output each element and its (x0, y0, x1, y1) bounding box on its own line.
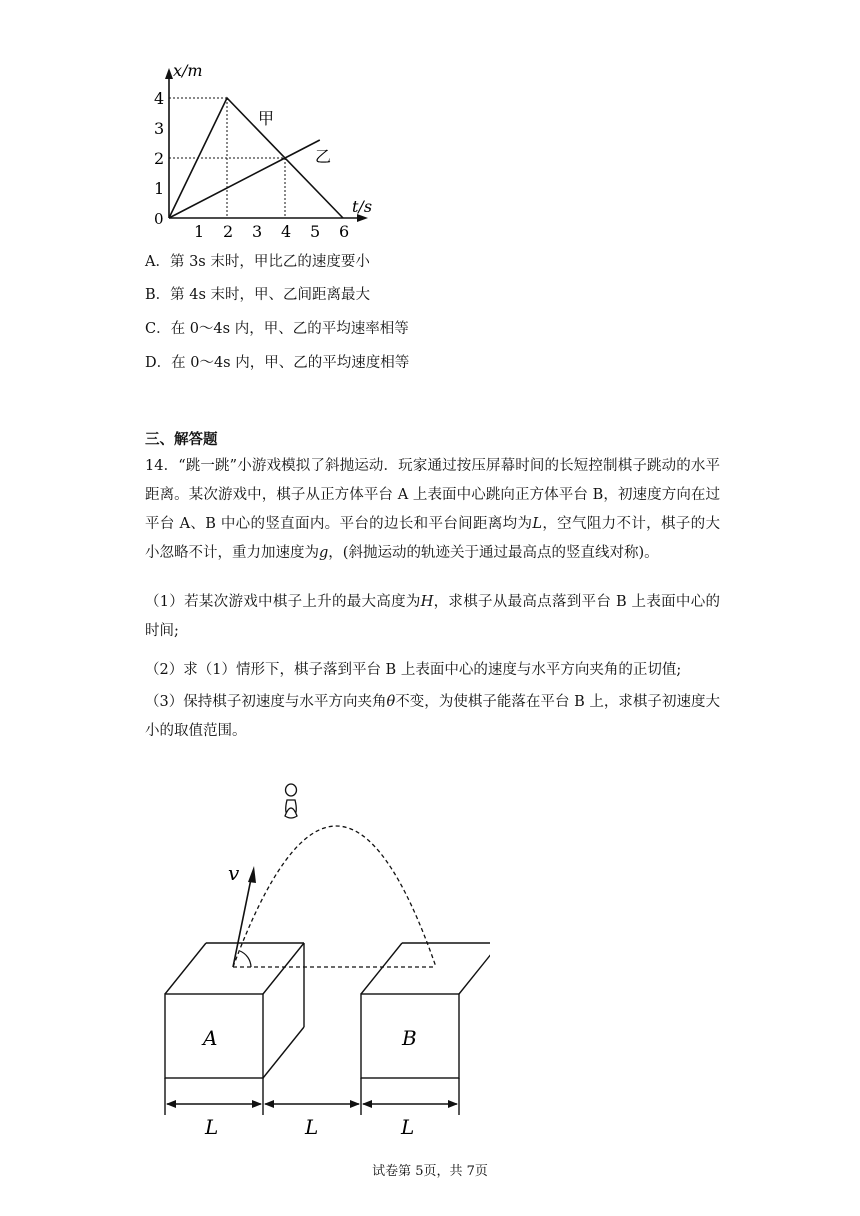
jump-figure (150, 770, 490, 1145)
question-part-3 (145, 688, 720, 746)
page-footer: 试卷第 5页，共 7页 (372, 1164, 488, 1179)
symbol-L: L (532, 516, 542, 532)
question-intro-part-1: 14．“跳一跳”小游戏模拟了斜抛运动．玩家通过按压屏幕时间的长短控制棋子跳动的水平距离。某次游戏中，棋子从正方体平台 A 上表面中心跳向正方体平台 B，初速度方向在过平台 A、B 中心的竖直面内。平台的边长和平台间距离均为 (145, 458, 720, 532)
x-tick-label: 5 (310, 222, 321, 241)
trajectory-path (233, 826, 436, 967)
x-axis-label: t/s (352, 197, 373, 216)
xt-graph (140, 62, 380, 247)
question-part-2: （2）求（1）情形下，棋子落到平台 B 上表面中心的速度与水平方向夹角的正切值; (145, 662, 682, 678)
symbol-g: g (319, 545, 329, 561)
x-tick-label: 2 (223, 222, 234, 241)
part-1-text-a: （1）若某次游戏中棋子上升的最大高度为 (145, 594, 421, 610)
series-yi-label: 乙 (315, 147, 332, 166)
symbol-H: H (420, 594, 434, 610)
platform-b-label: B (402, 1026, 417, 1050)
part-3-text-a: （3）保持棋子初速度与水平方向夹角 (145, 694, 387, 710)
question-part-1 (145, 588, 720, 646)
velocity-arrowhead (248, 866, 256, 883)
question-intro-part-3: ，(斜抛运动的轨迹关于通过最高点的竖直线对称)。 (328, 545, 659, 561)
part-1-text-b: ，求棋子从最高点落到平台 B 上表面中心的时间; (145, 594, 720, 639)
y-tick-label: 2 (154, 149, 165, 168)
symbol-theta: θ (386, 694, 396, 710)
option-a: A．第 3s 末时，甲比乙的速度要小 (145, 254, 370, 270)
y-tick-label: 3 (154, 119, 165, 138)
dimension-label-3: L (401, 1115, 415, 1139)
angle-arc (240, 951, 251, 967)
x-tick-label: 4 (281, 222, 292, 241)
y-axis-label: x/m (173, 62, 203, 80)
platform-a-label: A (203, 1026, 218, 1050)
series-jia-label: 甲 (258, 109, 275, 128)
option-b: B．第 4s 末时，甲、乙间距离最大 (145, 287, 371, 303)
option-c: C．在 0～4s 内，甲、乙的平均速率相等 (145, 321, 409, 337)
dimension-label-1: L (205, 1115, 219, 1139)
question-intro (145, 452, 720, 568)
option-d: D．在 0～4s 内，甲、乙的平均速度相等 (145, 355, 410, 371)
chess-piece-icon (285, 784, 297, 818)
velocity-label: v (228, 861, 240, 885)
series-yi-line (169, 140, 320, 218)
x-tick-label: 1 (194, 222, 205, 241)
part-3-text-b: 不变，为使棋子能落在平台 B 上，求棋子初速度大小的取值范围。 (145, 694, 720, 739)
y-tick-label: 4 (154, 89, 165, 108)
x-tick-label: 3 (252, 222, 263, 241)
velocity-arrow (233, 874, 252, 967)
x-tick-label: 6 (339, 222, 350, 241)
question-intro-part-2: ，空气阻力不计，棋子的大小忽略不计，重力加速度为 (145, 516, 721, 561)
origin-label: 0 (154, 210, 164, 228)
section-title: 三、解答题 (145, 431, 218, 448)
y-tick-label: 1 (154, 179, 165, 198)
dimension-label-2: L (305, 1115, 319, 1139)
y-axis-arrow (165, 68, 173, 79)
platform-b (361, 943, 490, 1078)
